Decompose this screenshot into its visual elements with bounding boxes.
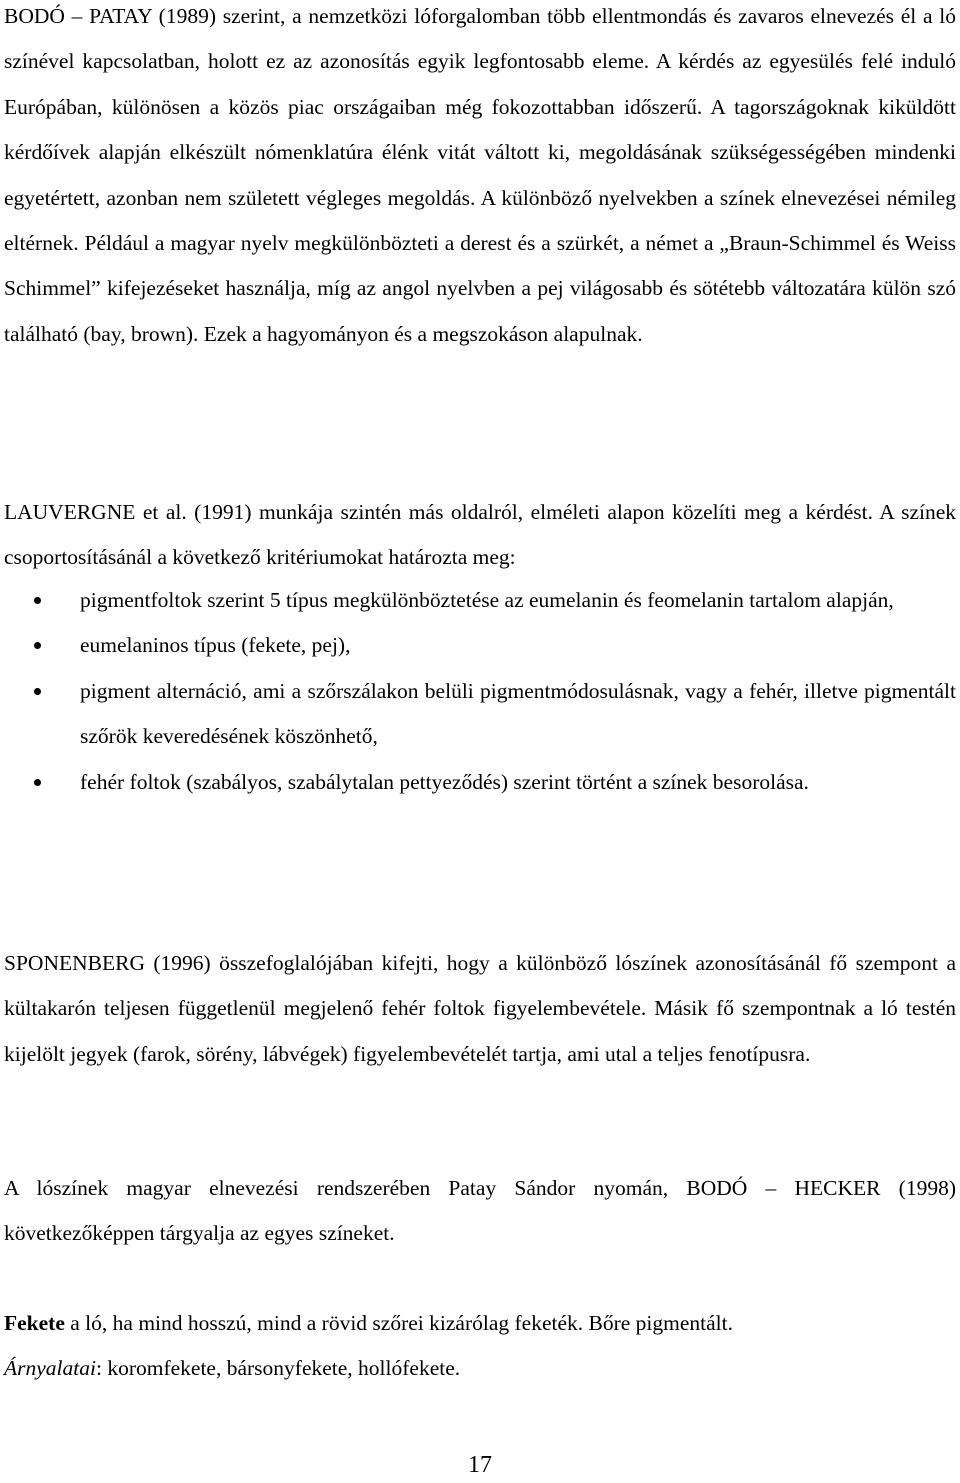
shades-text: : koromfekete, bársonyfekete, hollófekete. bbox=[95, 1356, 461, 1381]
list-item-text: pigmentfoltok szerint 5 típus megkülönböztetése az eumelanin és feomelanin tartalom alapján, bbox=[80, 588, 894, 612]
fekete-definition: a ló, ha mind hosszú, mind a rövid szőrei kizárólag feketék. Bőre pigmentált. bbox=[64, 1311, 733, 1335]
criteria-list bbox=[4, 578, 956, 805]
fekete-shades-line bbox=[4, 1346, 956, 1391]
list-item bbox=[4, 669, 956, 760]
paragraph-sponenberg: SPONENBERG (1996) összefoglalójában kifejti, hogy a különböző lószínek azonosításánál fő szempont a kültakarón teljesen függetlenül megjelenő fehér foltok figyelembevétele. Másik fő szempontnak a ló testén kijelölt jegyek (farok, sörény, lábvégek) figyelembevételét tartja, ami utal a teljes fenotípusra. bbox=[4, 951, 956, 1066]
shades-label: Árnyalatai bbox=[4, 1356, 96, 1381]
paragraph-bodo-patay: BODÓ – PATAY (1989) szerint, a nemzetközi lóforgalomban több ellentmondás és zavaros elnevezés él a ló színével kapcsolatban, holott ez az azonosítás egyik legfontosabb eleme. A kérdés az egyesülés felé induló Európában, különösen a közös piac országaiban még fokozottabban időszerű. A tagországoknak kiküldött kérdőívek alapján elkészült nómenklatúra élénk vitát váltott ki, megoldásának szükségességében mindenki egyetértett, azonban nem született végleges megoldás. A különböző nyelvekben a színek elnevezései némileg eltérnek. Például a magyar nyelv megkülönbözteti a derest és a szürkét, a német a „Braun-Schimmel és Weiss Schimmel” kifejezéseket használja, míg az angol nyelvben a pej világosabb és sötétebb változatára külön szó található (bay, brown). Ezek a hagyományon és a megszokáson alapulnak. bbox=[4, 4, 956, 346]
list-item bbox=[4, 760, 956, 805]
paragraph-fekete bbox=[4, 1301, 956, 1392]
list-item bbox=[4, 623, 956, 668]
list-item-text: pigment alternáció, ami a szőrszálakon belüli pigmentmódosulásnak, vagy a fehér, illetve pigmentált szőrök keveredésének köszönhető, bbox=[80, 678, 956, 749]
list-item-text: eumelaninos típus (fekete, pej), bbox=[80, 633, 351, 658]
bullet-icon bbox=[34, 597, 41, 604]
paragraph-bodo-hecker: A lószínek magyar elnevezési rendszerében Patay Sándor nyomán, BODÓ – HECKER (1998) következőképpen tárgyalja az egyes színeket. bbox=[4, 1176, 956, 1246]
fekete-definition-line bbox=[4, 1301, 956, 1346]
bullet-icon bbox=[34, 779, 41, 786]
list-item-text: fehér foltok (szabályos, szabálytalan pettyeződés) szerint történt a színek besorolása. bbox=[80, 769, 809, 794]
fekete-term: Fekete bbox=[4, 1311, 65, 1335]
paragraph-lauvergne: LAUVERGNE et al. (1991) munkája szintén más oldalról, elméleti alapon közelíti meg a kérdést. A színek csoportosításánál a következő kritériumokat határozta meg: bbox=[4, 500, 956, 570]
bullet-icon bbox=[34, 642, 41, 649]
list-item bbox=[4, 578, 956, 623]
page-number: 17 bbox=[468, 1452, 492, 1478]
bullet-icon bbox=[34, 688, 41, 695]
